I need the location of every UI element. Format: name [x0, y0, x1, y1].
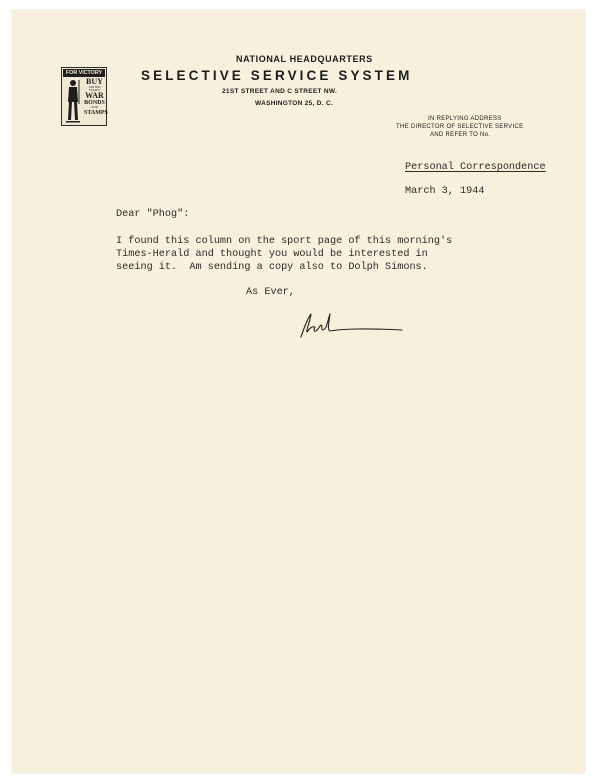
- stamp-stamps: STAMPS: [84, 109, 108, 116]
- city-address: WASHINGTON 25, D. C.: [255, 100, 334, 107]
- reply-notice-line-2: THE DIRECTOR OF SELECTIVE SERVICE: [396, 124, 524, 130]
- stamp-buy: BUY: [86, 77, 103, 86]
- closing: As Ever,: [246, 287, 295, 298]
- headquarters-heading: NATIONAL HEADQUARTERS: [236, 54, 373, 64]
- category-label: Personal Correspondence: [405, 162, 546, 173]
- street-address: 21ST STREET AND C STREET NW.: [222, 88, 338, 95]
- letter-date: March 3, 1944: [405, 186, 485, 197]
- stamp-text: [84, 77, 108, 116]
- stamp-bonds: BONDS: [84, 100, 105, 107]
- stamp-banner: FOR VICTORY: [63, 69, 105, 77]
- war-bonds-stamp: [61, 67, 107, 126]
- minuteman-icon: [64, 78, 82, 123]
- reply-notice-line-1: IN REPLYING ADDRESS: [428, 116, 502, 122]
- salutation: Dear "Phog":: [116, 209, 190, 220]
- body-line: Times-Herald and thought you would be interested in: [116, 249, 428, 260]
- stamp-war: WAR: [85, 91, 104, 101]
- stamp-united-states: UNITED STATES: [88, 85, 101, 93]
- stamp-and: AND: [91, 105, 98, 110]
- agency-title: SELECTIVE SERVICE SYSTEM: [141, 68, 413, 83]
- handwritten-signature: [296, 310, 406, 340]
- body-line: I found this column on the sport page of this morning's: [116, 236, 453, 247]
- reply-notice-line-3: AND REFER TO No.: [430, 132, 491, 138]
- body-line: seeing it. Am sending a copy also to Dolph Simons.: [116, 262, 428, 273]
